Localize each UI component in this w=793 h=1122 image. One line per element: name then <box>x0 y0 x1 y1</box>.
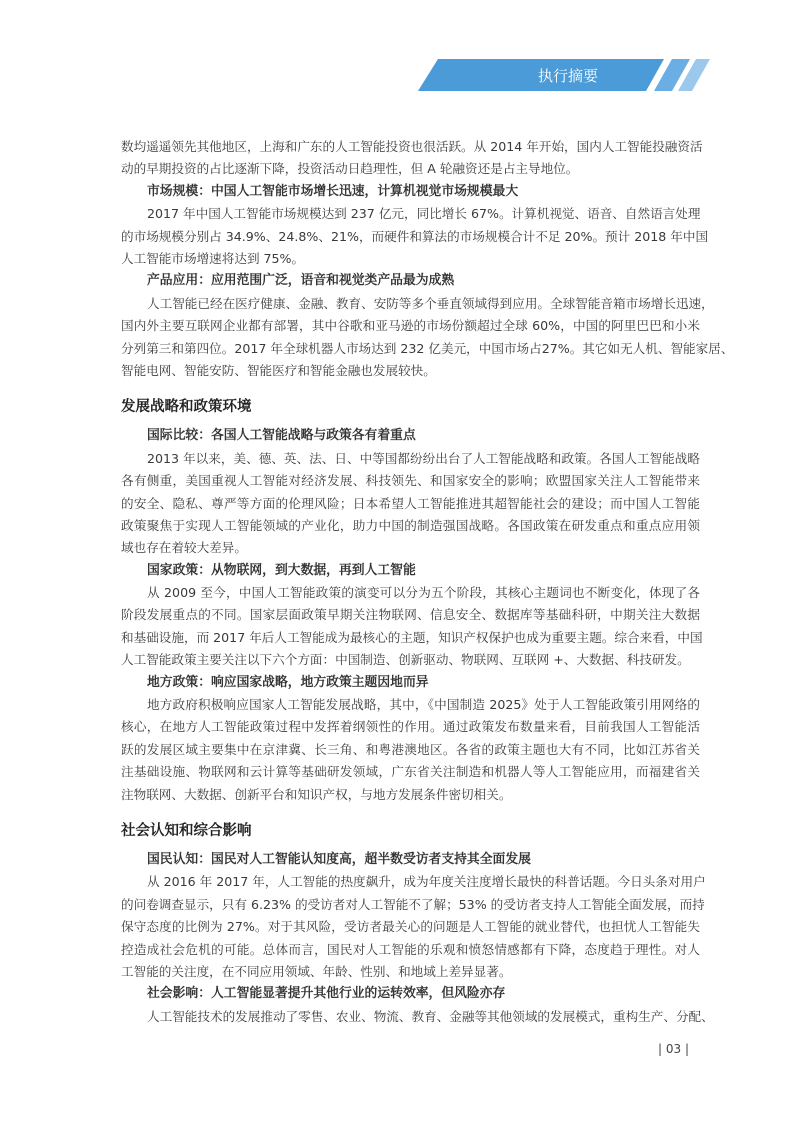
text-line: 智能电网、智能安防、智能医疗和智能金融也发展较快。 <box>121 362 436 378</box>
text-line: 跃的发展区域主要集中在京津冀、长三角、和粤港澳地区。各省的政策主题也大有不同，比如江苏省关 <box>121 741 700 757</box>
text-line: 分列第三和第四位。2017 年全球机器人市场达到 232 亿美元，中国市场占27%。其它如无人机、智能家居、 <box>121 340 734 356</box>
text-line: 的安全、隐私、尊严等方面的伦理风险；日本希望人工智能推进其超智能社会的建设；而中国人工智能 <box>121 495 700 511</box>
subsection-heading: 市场规模：中国人工智能市场增长迅速，计算机视觉市场规模最大 <box>147 183 519 199</box>
paragraph <box>121 203 709 270</box>
document-body <box>121 136 734 1028</box>
text-line: 保守态度的比例为 27%。对于其风险，受访者最关心的问题是人工智能的就业替代，也担忧人工智能失 <box>121 919 700 935</box>
text-line: 和基础设施，而 2017 年后人工智能成为最核心的主题，知识产权保护也成为重要主题。综合来看，中国 <box>121 629 703 645</box>
text-line: 从 2016 年 2017 年，人工智能的热度飙升，成为年度关注度增长最快的科普话题。今日头条对用户 <box>147 874 706 890</box>
section-heading: 发展战略和政策环境 <box>121 399 252 416</box>
paragraph <box>121 448 700 560</box>
text-line: 人工智能政策主要关注以下六个方面：中国制造、创新驱动、物联网、互联网 +、大数据、科技研发。 <box>121 652 690 668</box>
text-line: 域也存在着较大差异。 <box>121 540 247 556</box>
paragraph <box>121 694 700 806</box>
text-line: 2013 年以来，美、德、英、法、日、中等国都纷纷出台了人工智能战略和政策。各国人工智能战略 <box>147 450 700 466</box>
text-line: 政策聚焦于实现人工智能领域的产业化，助力中国的制造强国战略。各国政策在研发重点和重点应用领 <box>121 517 700 533</box>
paragraph <box>121 293 734 383</box>
text-line: 动的早期投资的占比逐渐下降，投资活动日趋理性，但 A 轮融资还是占主导地位。 <box>121 161 579 177</box>
section-title: 执行摘要 <box>537 67 598 85</box>
paragraph <box>121 582 703 672</box>
text-line: 人工智能已经在医疗健康、金融、教育、安防等多个垂直领域得到应用。全球智能音箱市场增长迅速， <box>147 295 714 311</box>
subsection-heading: 产品应用：应用范围广泛，语音和视觉类产品最为成熟 <box>147 273 455 289</box>
text-line: 工智能的关注度，在不同应用领域、年龄、性别、和地域上差异显著。 <box>121 963 512 979</box>
paragraph <box>121 871 706 983</box>
text-line: 2017 年中国人工智能市场规模达到 237 亿元，同比增长 67%。计算机视觉、语音、自然语言处理 <box>147 206 701 222</box>
page-number: | 03 | <box>658 1042 689 1056</box>
text-line: 的市场规模分别占 34.9%、24.8%、21%，而硬件和算法的市场规模合计不足 20%。预计 2018 年中国 <box>121 228 709 244</box>
subsection-heading: 国民认知：国民对人工智能认知度高，超半数受访者支持其全面发展 <box>147 852 531 868</box>
text-line: 国内外主要互联网企业都有部署，其中谷歌和亚马逊的市场份额超过全球 60%，中国的阿里巴巴和小米 <box>121 318 700 334</box>
subsection-heading: 国家政策：从物联网，到大数据，再到人工智能 <box>147 562 416 578</box>
text-line: 人工智能市场增速将达到 75%。 <box>121 250 305 266</box>
subsection-heading: 国际比较：各国人工智能战略与政策各有着重点 <box>147 428 416 444</box>
text-line: 数均遥遥领先其他地区，上海和广东的人工智能投资也很活跃。从 2014 年开始，国内人工智能投融资活 <box>121 139 703 154</box>
section-banner <box>418 59 718 91</box>
paragraph <box>121 1006 714 1028</box>
paragraph <box>121 136 703 181</box>
text-line: 核心，在地方人工智能政策过程中发挥着纲领性的作用。通过政策发布数量来看，目前我国人工智能活 <box>121 719 700 735</box>
text-line: 地方政府积极响应国家人工智能发展战略，其中，《中国制造 2025》处于人工智能政策引用网络的 <box>147 697 700 713</box>
subsection-heading: 社会影响：人工智能显著提升其他行业的运转效率，但风险亦存 <box>147 986 506 1002</box>
text-line: 注物联网、大数据、创新平台和知识产权，与地方发展条件密切相关。 <box>121 786 512 802</box>
text-line: 控造成社会危机的可能。总体而言，国民对人工智能的乐观和愤怒情感都有下降，态度趋于理性。对人 <box>121 941 700 957</box>
text-line: 人工智能技术的发展推动了零售、农业、物流、教育、金融等其他领域的发展模式，重构生产、分配、 <box>147 1008 714 1024</box>
text-line: 从 2009 至今，中国人工智能政策的演变可以分为五个阶段，其核心主题词也不断变化，体现了各 <box>147 585 700 601</box>
text-line: 的问卷调查显示，只有 6.23% 的受访者对人工智能不了解；53% 的受访者支持人工智能全面发展，而持 <box>121 896 705 912</box>
text-line: 注基础设施、物联网和云计算等基础研发领域，广东省关注制造和机器人等人工智能应用，而福建省关 <box>121 764 700 780</box>
subsection-heading: 地方政策：响应国家战略，地方政策主题因地而异 <box>147 674 429 690</box>
text-line: 阶段发展重点的不同。国家层面政策早期关注物联网、信息安全、数据库等基础科研，中期关注大数据 <box>121 607 700 623</box>
text-line: 各有侧重，美国重视人工智能对经济发展、科技领先、和国家安全的影响；欧盟国家关注人工智能带来 <box>121 473 700 489</box>
section-heading: 社会认知和综合影响 <box>121 823 252 840</box>
